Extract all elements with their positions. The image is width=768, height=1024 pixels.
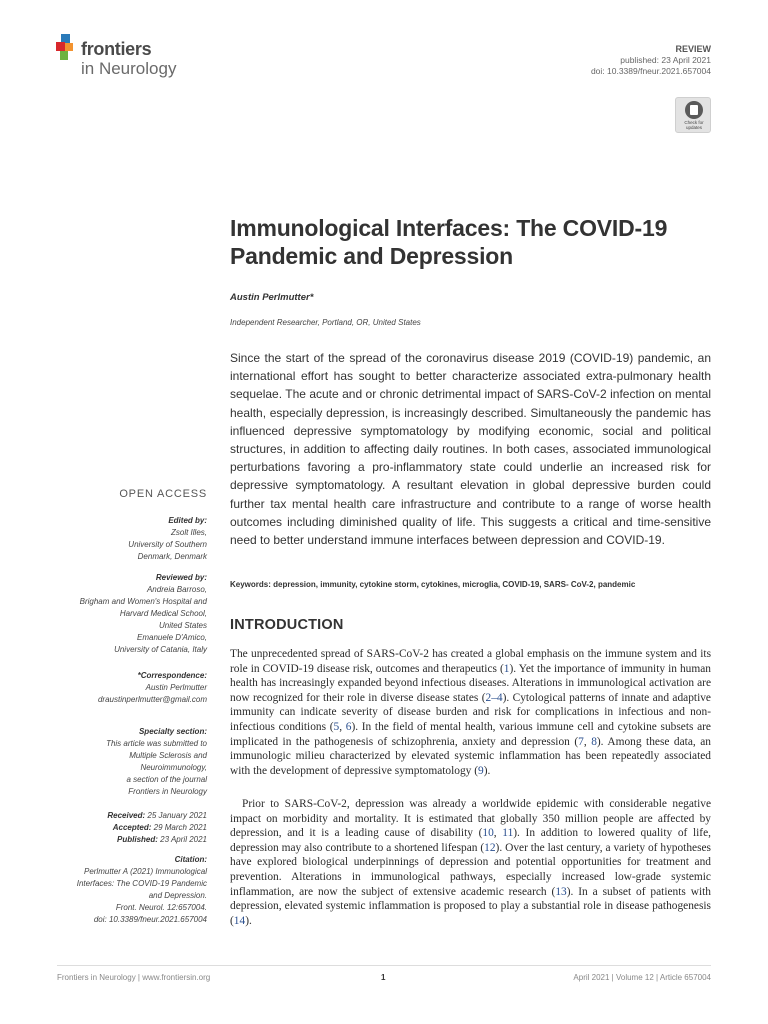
reviewer-line: United States bbox=[158, 621, 207, 630]
text-run: ). bbox=[483, 764, 491, 777]
check-for-updates-button[interactable] bbox=[675, 97, 711, 133]
editor-line[interactable]: Zsolt Illes, bbox=[170, 528, 207, 537]
received-date bbox=[50, 810, 207, 822]
specialty-line: Multiple Sclerosis and bbox=[129, 751, 207, 760]
author-name[interactable]: Austin Perlmutter* bbox=[230, 292, 314, 303]
specialty-line: a section of the journal bbox=[126, 775, 207, 784]
specialty-line: Frontiers in Neurology bbox=[128, 787, 207, 796]
date-value: 29 March 2021 bbox=[151, 823, 207, 832]
edited-by-block bbox=[50, 515, 207, 563]
reviewed-by-block bbox=[50, 572, 207, 656]
bookmark-icon bbox=[685, 101, 703, 119]
edited-by-label: Edited by: bbox=[168, 516, 207, 525]
check-for-updates-label: Check for updates bbox=[684, 120, 704, 130]
published-date: published: 23 April 2021 bbox=[620, 55, 711, 65]
citation-line: and Depression. bbox=[148, 891, 207, 900]
text-run: Prior to SARS-CoV-2, depression was already a worldwide epidemic with considerable negative impact on morbidity and mortality. It is estimated that globally 350 million people are affected by depression, and it is a leading cause of disability ( bbox=[230, 798, 711, 840]
citation-link[interactable]: 10 bbox=[482, 827, 494, 840]
citation-line: Interfaces: The COVID-19 Pandemic bbox=[76, 879, 207, 888]
reviewed-by-label: Reviewed by: bbox=[155, 573, 207, 582]
journal-name: frontiers bbox=[81, 39, 152, 59]
editor-line: Denmark, Denmark bbox=[137, 552, 207, 561]
citation-link[interactable]: 1 bbox=[503, 662, 510, 675]
text-run: ). In the field of mental health, various immune cell and cytokine subsets are implicated in the pathogenesis of schizophrenia, anxiety and depression ( bbox=[230, 720, 711, 748]
accepted-date bbox=[50, 822, 207, 834]
footer-journal-link[interactable]: Frontiers in Neurology | www.frontiersin.org bbox=[57, 973, 211, 982]
text-run: , bbox=[339, 720, 346, 733]
correspondence-email[interactable]: draustinperlmutter@gmail.com bbox=[97, 695, 207, 704]
citation-link[interactable]: 12 bbox=[484, 841, 496, 854]
body-paragraph-1 bbox=[230, 647, 711, 778]
doi[interactable]: doi: 10.3389/fneur.2021.657004 bbox=[590, 66, 711, 76]
specialty-section-block bbox=[50, 726, 207, 798]
citation-link[interactable]: 9 bbox=[478, 764, 484, 777]
citation-doi[interactable]: doi: 10.3389/fneur.2021.657004 bbox=[93, 915, 207, 924]
abstract: Since the start of the spread of the coronavirus disease 2019 (COVID-19) pandemic, an international effort has sought to better characterize associated extra-pulmonary health sequelae. The acute and or chronic detrimental impact of SARS-CoV-2 infection on mental health, especially depression, is increasingly described. Simultaneously the pandemic has influenced depressive symptomatology by modifying economic, social and political structures, in addition to affecting daily routines. In both cases, associated immunological perturbations favoring a pro-inflammatory state could underlie an increased risk for depressive symptomatology. A resultant elevation in global depressive burden could further tax mental health care infrastructure and contribute to a range of worse health outcomes including diminished quality of life. This suggests a critical and time-sensitive need to better understand immune interfaces between depression and COVID-19. bbox=[230, 351, 711, 548]
text-run: The unprecedented spread of SARS-CoV-2 has created a global emphasis on the immune system and its role in COVID-19 disease risk, outcomes and therapeutics ( bbox=[230, 648, 711, 675]
correspondence-name: Austin Perlmutter bbox=[145, 683, 207, 692]
reviewer-line[interactable]: Emanuele D'Amico, bbox=[137, 633, 207, 642]
citation-link[interactable]: 6 bbox=[345, 720, 352, 733]
text-run: ). bbox=[245, 914, 252, 927]
section-heading-introduction: INTRODUCTION bbox=[230, 617, 344, 633]
text-run: ). Over the last century, a variety of hypotheses have explored biological underpinnings of depression and potential opportunities for treatment and prevention. Alterations in immunological pathways, especially increased low-grade systemic inflammation, are now the subject of extensive academic research ( bbox=[230, 841, 711, 898]
citation-link[interactable]: 8 bbox=[591, 735, 597, 748]
citation-link[interactable]: 7 bbox=[578, 735, 584, 748]
text-run: ). Among these data, an immunologic milieu characterized by elevated systemic inflammation has been repeatedly associated with the development of depressive symptomatology ( bbox=[230, 735, 711, 777]
date-label: Published: bbox=[117, 835, 158, 844]
specialty-line: Neuroimmunology, bbox=[140, 763, 207, 772]
text-run: , bbox=[493, 827, 503, 840]
correspondence-block bbox=[50, 670, 207, 706]
citation-line: Front. Neurol. 12:657004. bbox=[115, 903, 207, 912]
text-run: ). Yet the importance of immunity in human health has increasingly expanded beyond infectious diseases. Alterations in immunological activation are now recognized for their role in diverse disease states ( bbox=[230, 662, 711, 704]
citation-block bbox=[50, 854, 207, 926]
journal-logo[interactable] bbox=[56, 34, 216, 80]
specialty-line: This article was submitted to bbox=[106, 739, 207, 748]
reviewer-line: University of Catania, Italy bbox=[114, 645, 207, 654]
editor-line: University of Southern bbox=[128, 540, 207, 549]
date-value: 23 April 2021 bbox=[157, 835, 207, 844]
article-meta bbox=[591, 44, 711, 77]
footer-divider bbox=[57, 965, 711, 966]
date-value: 25 January 2021 bbox=[145, 811, 207, 820]
article-type: REVIEW bbox=[675, 44, 711, 54]
published-date-sidebar bbox=[50, 834, 207, 846]
citation-link[interactable]: 13 bbox=[555, 885, 567, 898]
citation-link[interactable]: 11 bbox=[502, 827, 514, 840]
footer-article-info: April 2021 | Volume 12 | Article 657004 bbox=[573, 973, 711, 982]
citation-line: Perlmutter A (2021) Immunological bbox=[83, 867, 207, 876]
keywords: Keywords: depression, immunity, cytokine storm, cytokines, microglia, COVID-19, SARS- CoV-2, pandemic bbox=[230, 580, 636, 589]
text-run: ). In addition to lowered quality of life, depression may also contribute to a shortened lifespan ( bbox=[230, 827, 712, 854]
reviewer-line: Harvard Medical School, bbox=[119, 609, 207, 618]
correspondence-label: *Correspondence: bbox=[137, 671, 207, 680]
text-run: ). In a subset of patients with depression, elevated systemic inflammation is proposed to play a substantial role in disease pathogenesis ( bbox=[230, 885, 711, 927]
page-number: 1 bbox=[381, 973, 386, 982]
text-run: ). Cytological patterns of innate and adaptive immunity can indicate severity of disease burden and risk for complications in infectious and non-infectious conditions ( bbox=[230, 691, 711, 733]
dates-block bbox=[50, 810, 207, 846]
reviewer-line[interactable]: Andreia Barroso, bbox=[146, 585, 207, 594]
date-label: Accepted: bbox=[112, 823, 152, 832]
reviewer-line: Brigham and Women's Hospital and bbox=[79, 597, 207, 606]
date-label: Received: bbox=[107, 811, 146, 820]
specialty-label: Specialty section: bbox=[138, 727, 207, 736]
journal-subname: in Neurology bbox=[81, 59, 177, 78]
citation-link[interactable]: 5 bbox=[333, 720, 340, 733]
body-paragraph-2 bbox=[230, 797, 711, 928]
citation-link[interactable]: 14 bbox=[233, 914, 246, 927]
text-run: , bbox=[583, 735, 592, 748]
author-affiliation: Independent Researcher, Portland, OR, United States bbox=[230, 318, 421, 327]
citation-label: Citation: bbox=[174, 855, 207, 864]
open-access-label: OPEN ACCESS bbox=[119, 488, 207, 500]
frontiers-logo-icon bbox=[56, 34, 80, 64]
citation-link[interactable]: 2–4 bbox=[485, 691, 503, 704]
article-title: Immunological Interfaces: The COVID-19 Pandemic and Depression bbox=[230, 215, 668, 269]
